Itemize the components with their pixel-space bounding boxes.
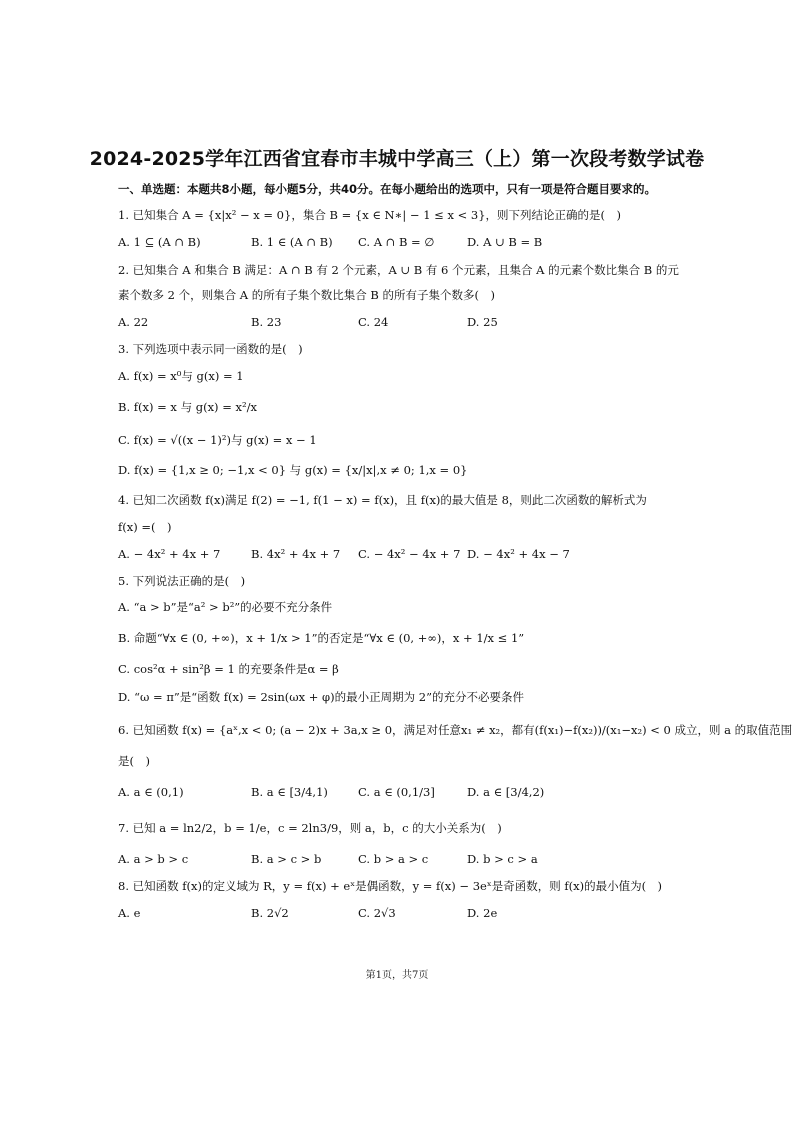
question-3-option-b: B. f(x) = x 与 g(x) = x²/x [118,400,257,414]
question-8-option-a: A. e [118,906,141,920]
question-3-option-c: C. f(x) = √((x − 1)²)与 g(x) = x − 1 [118,433,317,447]
question-7-option-b: B. a > c > b [251,852,322,866]
question-8-option-b: B. 2√2 [251,906,289,920]
question-6-option-c: C. a ∈ (0,1/3] [358,785,435,799]
question-8-stem: 8. 已知函数 f(x)的定义域为 R，y = f(x) + eˣ是偶函数，y = f(x) − 3eˣ是奇函数，则 f(x)的最小值为( ) [118,879,663,893]
question-6-stem-line-2: 是( ) [118,754,150,768]
question-2-stem-line-2: 素个数多 2 个，则集合 A 的所有子集个数比集合 B 的所有子集个数多( ) [118,288,495,302]
question-1-option-c: C. A ∩ B = ∅ [358,235,435,249]
question-2-stem-line-1: 2. 已知集合 A 和集合 B 满足：A ∩ B 有 2 个元素，A ∪ B 有 6 个元素，且集合 A 的元素个数比集合 B 的元 [118,263,679,277]
question-4-stem-line-2: f(x) =( ) [118,520,172,534]
question-8-option-c: C. 2√3 [358,906,396,920]
question-6-stem-line-1: 6. 已知函数 f(x) = {aˣ,x < 0; (a − 2)x + 3a,x ≥ 0，满足对任意x₁ ≠ x₂，都有(f(x₁)−f(x₂))/(x₁−x₂) < 0 成立，则 a 的取值范围 [118,723,793,737]
question-1-option-a: A. 1 ⊆ (A ∩ B) [118,235,201,249]
question-5-option-d: D. “ω = π”是“函数 f(x) = 2sin(ωx + φ)的最小正周期为 2”的充分不必要条件 [118,690,524,704]
question-5-option-c: C. cos²α + sin²β = 1 的充要条件是α = β [118,662,339,676]
question-3-option-d: D. f(x) = {1,x ≥ 0; −1,x < 0} 与 g(x) = {x/|x|,x ≠ 0; 1,x = 0} [118,463,468,477]
question-5-stem: 5. 下列说法正确的是( ) [118,574,246,588]
question-6-option-d: D. a ∈ [3/4,2) [467,785,545,799]
question-4-stem-line-1: 4. 已知二次函数 f(x)满足 f(2) = −1, f(1 − x) = f(x)，且 f(x)的最大值是 8，则此二次函数的解析式为 [118,493,647,507]
question-4-option-a: A. − 4x² + 4x + 7 [118,547,221,561]
question-2-option-a: A. 22 [118,315,149,329]
question-4-option-d: D. − 4x² + 4x − 7 [467,547,570,561]
question-6-option-a: A. a ∈ (0,1) [118,785,184,799]
question-1-option-b: B. 1 ∈ (A ∩ B) [251,235,333,249]
question-4-option-c: C. − 4x² − 4x + 7 [358,547,461,561]
question-7-stem: 7. 已知 a = ln2/2，b = 1/e，c = 2ln3/9，则 a，b，c 的大小关系为( ) [118,821,502,835]
question-2-option-d: D. 25 [467,315,498,329]
question-6-option-b: B. a ∈ [3/4,1) [251,785,328,799]
exam-title: 2024-2025学年江西省宜春市丰城中学高三（上）第一次段考数学试卷 [89,148,705,170]
section-header: 一、单选题：本题共8小题，每小题5分，共40分。在每小题给出的选项中，只有一项是符合题目要求的。 [118,182,657,196]
question-7-option-a: A. a > b > c [118,852,189,866]
question-5-option-b: B. 命题“∀x ∈ (0, +∞)，x + 1/x > 1”的否定是“∀x ∈ (0, +∞)，x + 1/x ≤ 1” [118,631,525,645]
question-7-option-c: C. b > a > c [358,852,429,866]
question-7-option-d: D. b > c > a [467,852,538,866]
question-2-option-c: C. 24 [358,315,389,329]
question-1-option-d: D. A ∪ B = B [467,235,543,249]
question-5-option-a: A. “a > b”是“a² > b²”的必要不充分条件 [118,600,333,614]
question-4-option-b: B. 4x² + 4x + 7 [251,547,341,561]
question-1-stem: 1. 已知集合 A = {x|x² − x = 0}，集合 B = {x ∈ N∗| − 1 ≤ x < 3}，则下列结论正确的是( ) [118,208,621,222]
question-3-stem: 3. 下列选项中表示同一函数的是( ) [118,342,303,356]
page-footer: 第1页，共7页 [365,970,429,981]
question-8-option-d: D. 2e [467,906,498,920]
question-2-option-b: B. 23 [251,315,282,329]
question-3-option-a: A. f(x) = x⁰与 g(x) = 1 [118,369,244,383]
